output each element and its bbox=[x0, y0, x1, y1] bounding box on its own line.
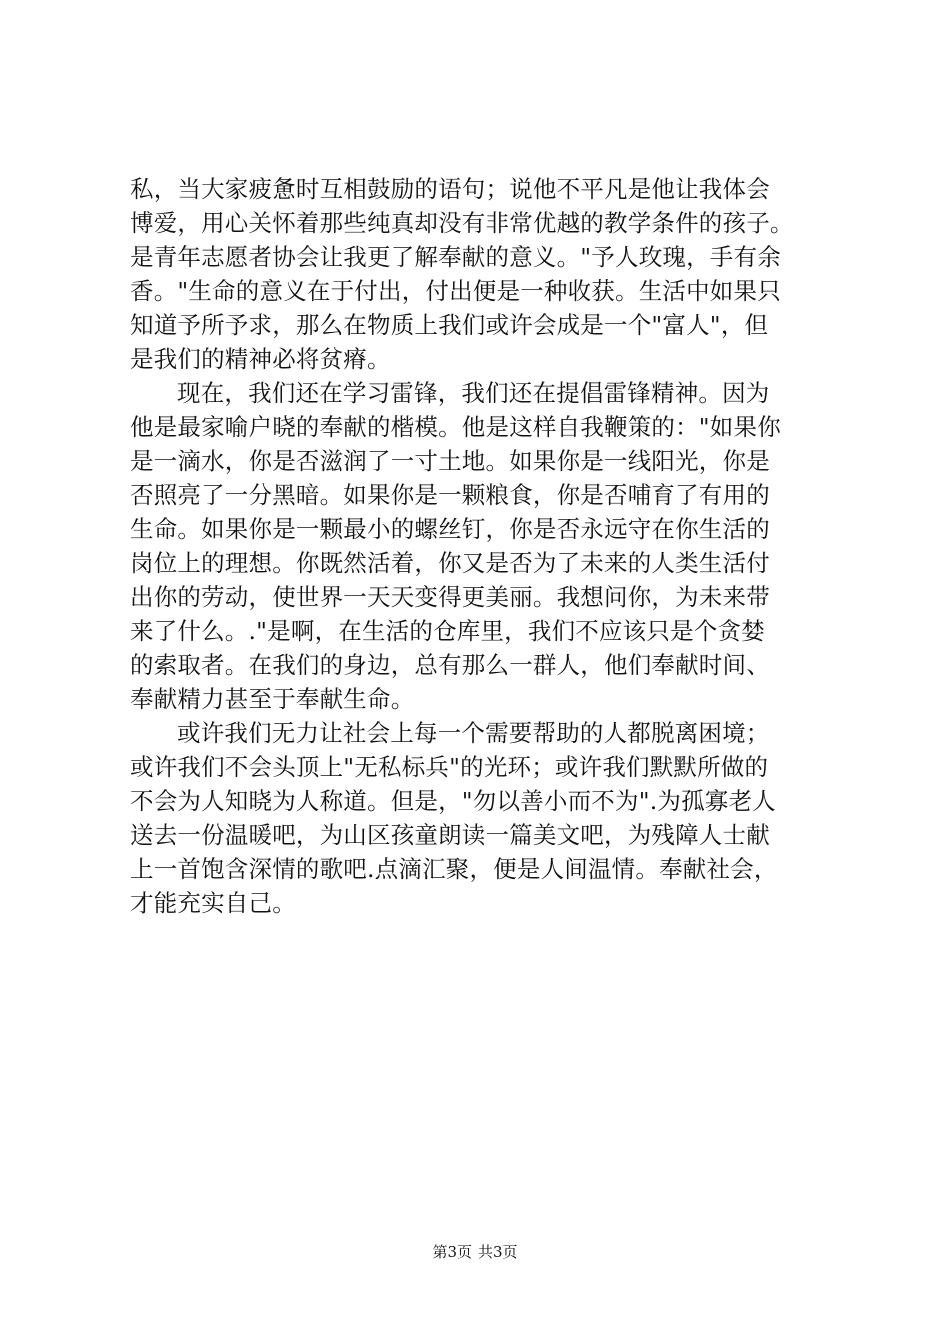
text-line: 送去一份温暖吧，为山区孩童朗读一篇美文吧，为残障人士献 bbox=[130, 821, 770, 849]
text-line: 是我们的精神必将贫瘠。 bbox=[130, 345, 391, 373]
text-line: 上一首饱含深情的歌吧.点滴汇聚，便是人间温情。奉献社会， bbox=[130, 855, 778, 883]
text-line: 出你的劳动，使世界一天天变得更美丽。我想问你，为未来带 bbox=[130, 583, 770, 611]
text-line: 奉献精力甚至于奉献生命。 bbox=[130, 685, 415, 713]
text-line: 来了什么。."是啊，在生活的仓库里，我们不应该只是个贪婪 bbox=[130, 617, 765, 645]
text-line: 不会为人知晓为人称道。但是，"勿以善小而不为".为孤寡老人 bbox=[130, 787, 776, 815]
document-body bbox=[130, 172, 830, 920]
text-line: 博爱，用心关怀着那些纯真却没有非常优越的教学条件的孩子。 bbox=[130, 209, 794, 237]
page-total: 共3页 bbox=[478, 1243, 518, 1261]
text-line: 私，当大家疲惫时互相鼓励的语句；说他不平凡是他让我体会 bbox=[130, 175, 770, 203]
text-line: 知道予所予求，那么在物质上我们或许会成是一个"富人"，但 bbox=[130, 311, 769, 339]
paragraph-start-line: 现在，我们还在学习雷锋，我们还在提倡雷锋精神。因为 bbox=[177, 379, 770, 407]
page-number: 第3页 bbox=[432, 1243, 472, 1261]
text-line: 生命。如果你是一颗最小的螺丝钉，你是否永远守在你生活的 bbox=[130, 515, 770, 543]
text-line: 否照亮了一分黑暗。如果你是一颗粮食，你是否哺育了有用的 bbox=[130, 481, 770, 509]
text-line: 是青年志愿者协会让我更了解奉献的意义。"予人玫瑰，手有余 bbox=[130, 243, 781, 271]
text-line: 岗位上的理想。你既然活着，你又是否为了未来的人类生活付 bbox=[130, 549, 770, 577]
text-line: 或许我们不会头顶上"无私标兵"的光环；或许我们默默所做的 bbox=[130, 753, 769, 781]
text-line: 是一滴水，你是否滋润了一寸土地。如果你是一线阳光，你是 bbox=[130, 447, 770, 475]
paragraph-start-line: 或许我们无力让社会上每一个需要帮助的人都脱离困境； bbox=[177, 719, 770, 747]
text-line: 才能充实自己。 bbox=[130, 889, 296, 917]
text-line: 香。"生命的意义在于付出，付出便是一种收获。生活中如果只 bbox=[130, 277, 781, 305]
text-line: 的索取者。在我们的身边，总有那么一群人，他们奉献时间、 bbox=[130, 651, 770, 679]
page-footer bbox=[0, 1240, 950, 1264]
text-line: 他是最家喻户晓的奉献的楷模。他是这样自我鞭策的："如果你 bbox=[130, 413, 781, 441]
